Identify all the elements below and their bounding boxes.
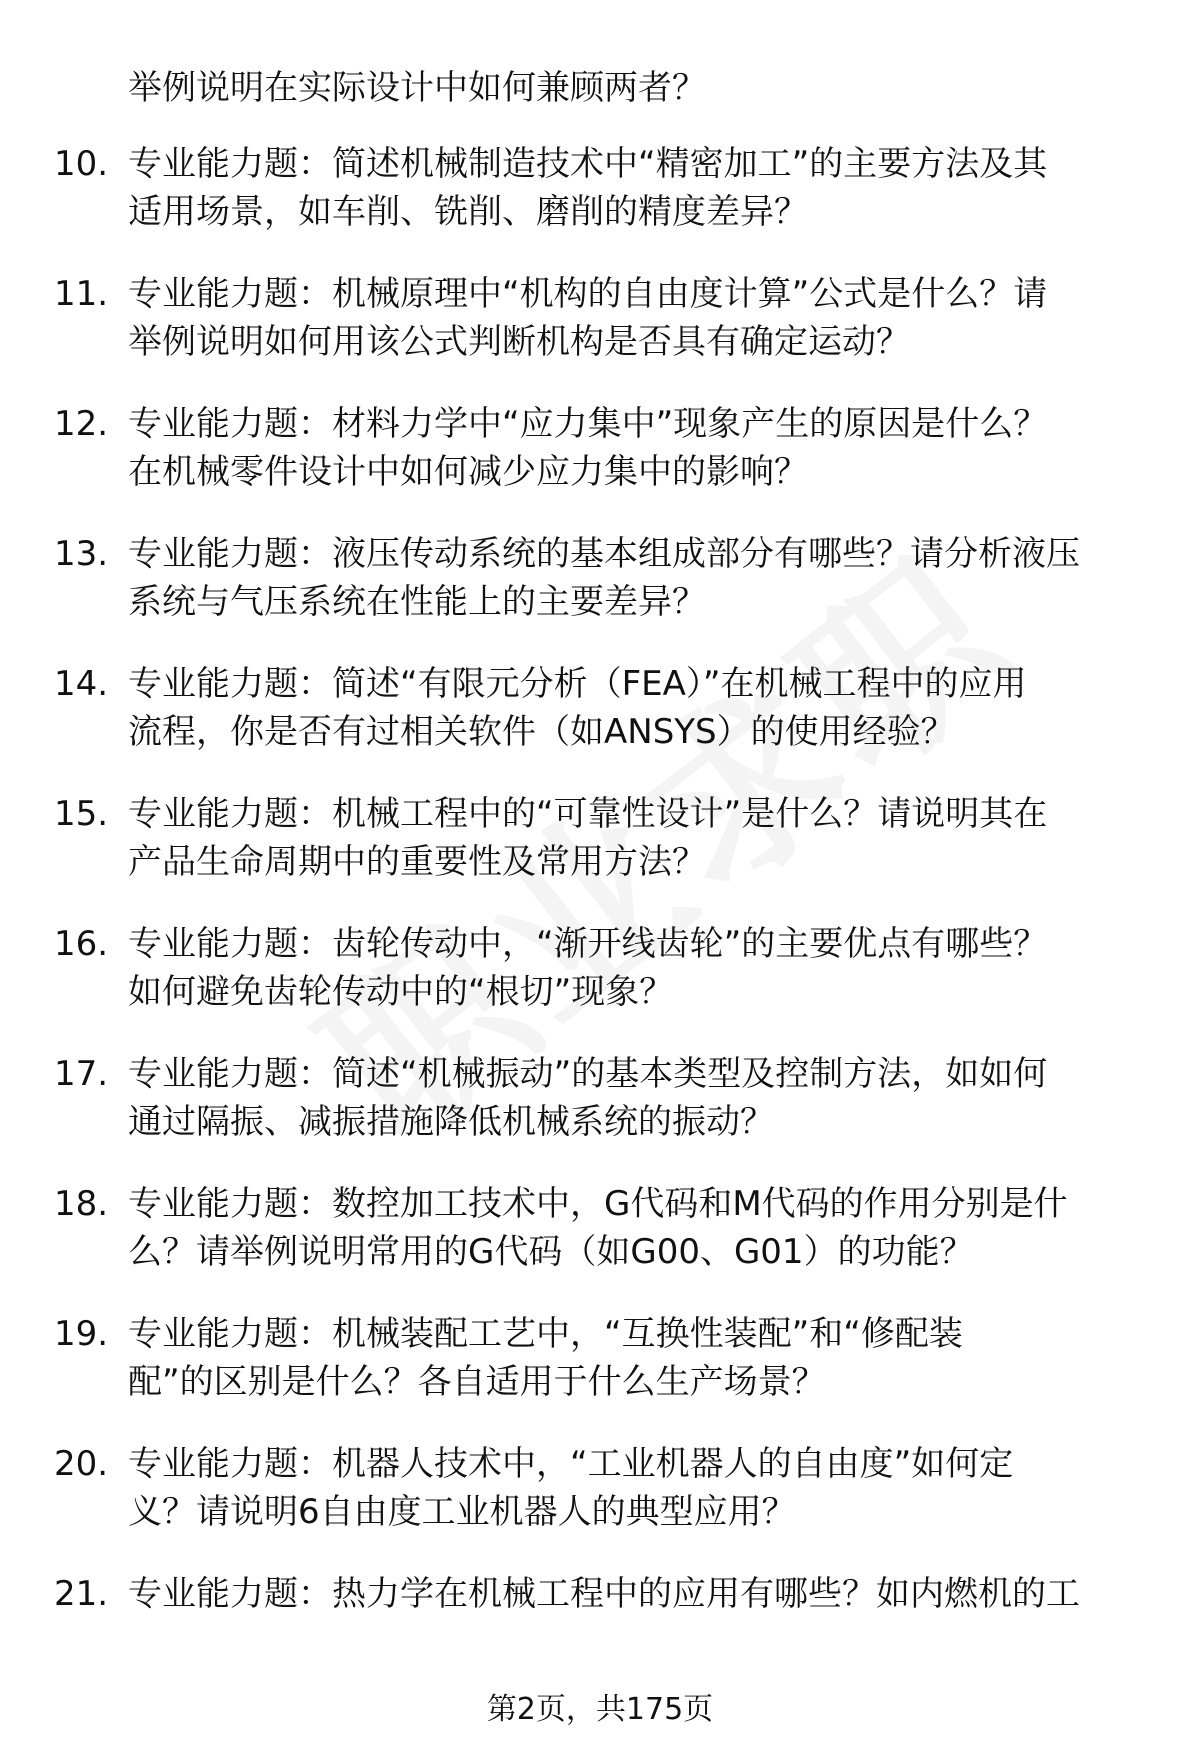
item-line: 系统与气压系统在性能上的主要差异？	[128, 582, 706, 622]
item-line: 义？请说明6自由度工业机器人的典型应用？	[128, 1492, 796, 1532]
item-number: 14.	[54, 664, 109, 704]
item-number: 19.	[54, 1314, 109, 1354]
item-number: 21.	[54, 1574, 109, 1614]
item-text	[128, 1310, 1148, 1406]
item-text	[128, 790, 1148, 886]
item-text	[128, 1570, 1148, 1618]
list-item	[0, 1050, 1200, 1180]
item-number: 18.	[54, 1184, 109, 1224]
item-number: 15.	[54, 794, 109, 834]
item-line: 专业能力题：材料力学中“应力集中”现象产生的原因是什么？	[128, 404, 1048, 444]
item-line: 适用场景，如车削、铣削、磨削的精度差异？	[128, 192, 808, 232]
item-line: 专业能力题：简述机械制造技术中“精密加工”的主要方法及其	[128, 144, 1048, 184]
list-item	[0, 920, 1200, 1050]
item-line: 举例说明如何用该公式判断机构是否具有确定运动？	[128, 322, 910, 362]
item-text	[128, 1050, 1148, 1146]
item-text	[128, 1440, 1148, 1536]
item-text	[128, 140, 1148, 236]
list-item	[0, 400, 1200, 530]
item-line: 专业能力题：热力学在机械工程中的应用有哪些？如内燃机的工	[128, 1574, 1080, 1614]
list-item	[0, 660, 1200, 790]
item-line: 专业能力题：齿轮传动中，“渐开线齿轮”的主要优点有哪些？	[128, 924, 1048, 964]
list-item	[0, 1570, 1200, 1700]
item-text	[128, 920, 1148, 1016]
item-line: 专业能力题：机械原理中“机构的自由度计算”公式是什么？请	[128, 274, 1048, 314]
item-line: 专业能力题：机械装配工艺中，“互换性装配”和“修配装	[128, 1314, 963, 1354]
item-line: 配”的区别是什么？各自适用于什么生产场景？	[128, 1362, 826, 1402]
item-number: 13.	[54, 534, 109, 574]
item-line: 专业能力题：数控加工技术中，G代码和M代码的作用分别是什	[128, 1184, 1068, 1224]
item-line: 如何避免齿轮传动中的“根切”现象？	[128, 972, 674, 1012]
item-line: 通过隔振、减振措施降低机械系统的振动？	[128, 1102, 774, 1142]
item-line: 么？请举例说明常用的G代码（如G00、G01）的功能？	[128, 1232, 974, 1272]
item-number: 10.	[54, 144, 109, 184]
list-item	[0, 530, 1200, 660]
item-line: 专业能力题：简述“机械振动”的基本类型及控制方法，如如何	[128, 1054, 1048, 1094]
item-number: 20.	[54, 1444, 109, 1484]
question-list	[0, 140, 1200, 1700]
item-text	[128, 530, 1148, 626]
item-line: 专业能力题：液压传动系统的基本组成部分有哪些？请分析液压	[128, 534, 1080, 574]
item-text	[128, 400, 1148, 496]
list-item	[0, 1440, 1200, 1570]
item-number: 17.	[54, 1054, 109, 1094]
item-number: 16.	[54, 924, 109, 964]
list-item	[0, 1310, 1200, 1440]
list-item	[0, 1180, 1200, 1310]
item-line: 在机械零件设计中如何减少应力集中的影响？	[128, 452, 808, 492]
page-footer: 第2页，共175页	[486, 1692, 714, 1727]
list-item	[0, 790, 1200, 920]
item-line: 专业能力题：机械工程中的“可靠性设计”是什么？请说明其在	[128, 794, 1048, 834]
continued-question-line: 举例说明在实际设计中如何兼顾两者？	[128, 68, 706, 108]
item-text	[128, 1180, 1148, 1276]
list-item	[0, 140, 1200, 270]
item-number: 11.	[54, 274, 109, 314]
item-line: 专业能力题：简述“有限元分析（FEA）”在机械工程中的应用	[128, 664, 1027, 704]
item-number: 12.	[54, 404, 109, 444]
item-text	[128, 660, 1148, 756]
item-line: 产品生命周期中的重要性及常用方法？	[128, 842, 706, 882]
item-line: 流程，你是否有过相关软件（如ANSYS）的使用经验？	[128, 712, 955, 752]
list-item	[0, 270, 1200, 400]
item-text	[128, 270, 1148, 366]
item-line: 专业能力题：机器人技术中，“工业机器人的自由度”如何定	[128, 1444, 1014, 1484]
